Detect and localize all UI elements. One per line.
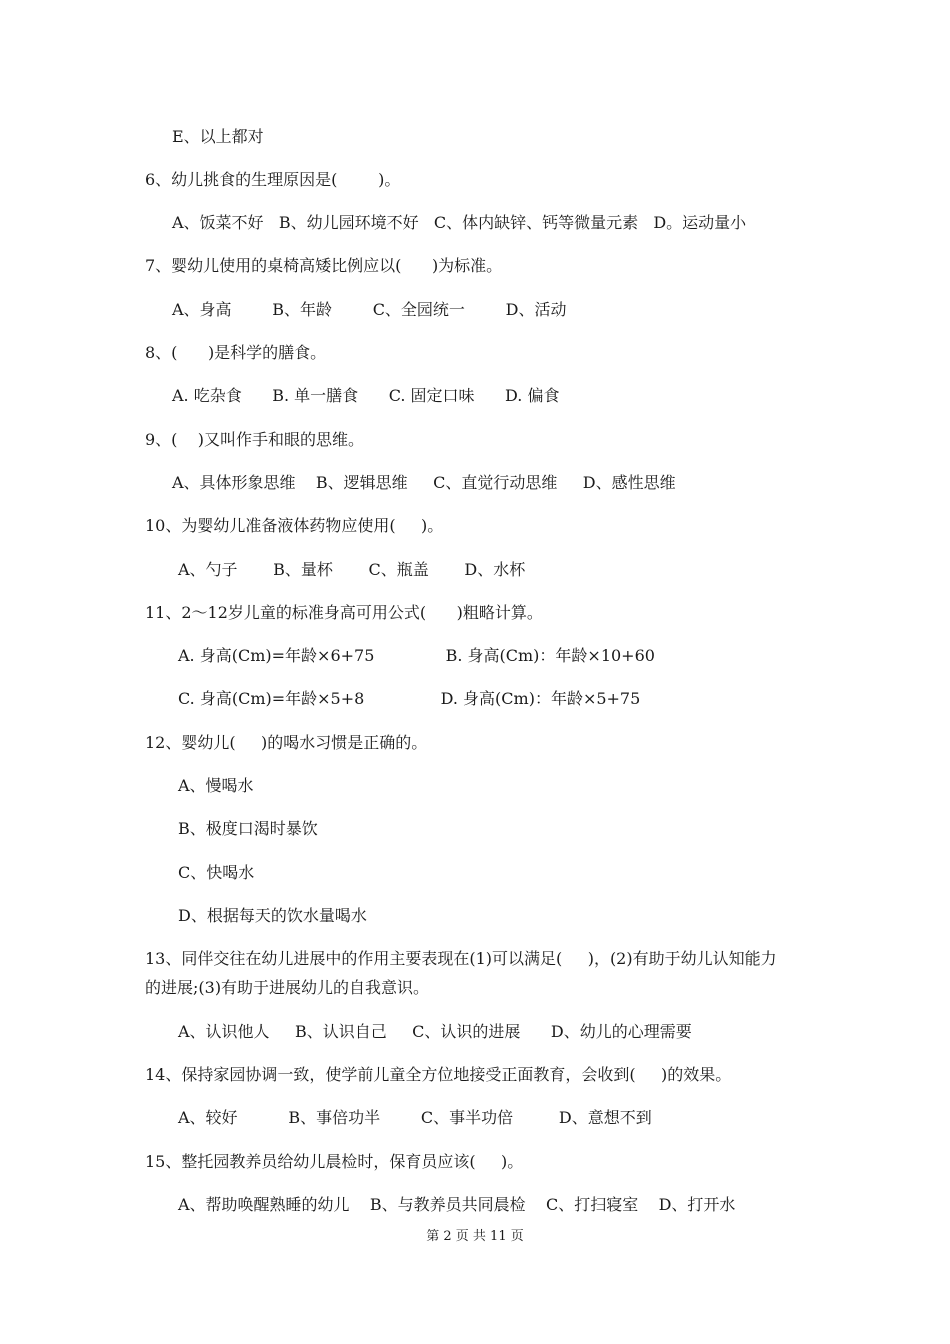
question-13: 13、同伴交往在幼儿进展中的作用主要表现在(1)可以满足( )，(2)有助于幼儿认知能力 — [145, 949, 777, 968]
question-11-options-ab: A. 身高(Cm)=年龄×6+75 B. 身高(Cm)：年龄×10+60 — [178, 646, 655, 665]
question-12-option-a: A、慢喝水 — [178, 776, 254, 795]
question-10-options: A、勺子 B、量杯 C、瓶盖 D、水杯 — [178, 560, 526, 579]
question-12-option-b: B、极度口渴时暴饮 — [178, 819, 318, 838]
question-6: 6、幼儿挑食的生理原因是( )。 — [145, 170, 401, 189]
question-13-options: A、认识他人 B、认识自己 C、认识的进展 D、幼儿的心理需要 — [178, 1022, 692, 1041]
question-12-option-d: D、根据每天的饮水量喝水 — [178, 906, 367, 925]
question-15: 15、整托园教养员给幼儿晨检时，保育员应该( )。 — [145, 1152, 524, 1171]
q5-option-e: E、以上都对 — [172, 127, 264, 146]
question-15-options: A、帮助唤醒熟睡的幼儿 B、与教养员共同晨检 C、打扫寝室 D、打开水 — [178, 1195, 736, 1214]
question-11-options-cd: C. 身高(Cm)=年龄×5+8 D. 身高(Cm)：年龄×5+75 — [178, 689, 641, 708]
question-9: 9、( )又叫作手和眼的思维。 — [145, 430, 365, 449]
question-11: 11、2～12岁儿童的标准身高可用公式( )粗略计算。 — [145, 603, 543, 622]
question-7-options: A、身高 B、年龄 C、全园统一 D、活动 — [172, 300, 567, 319]
question-6-options: A、饭菜不好 B、幼儿园环境不好 C、体内缺锌、钙等微量元素 D。运动量小 — [172, 213, 747, 232]
question-14: 14、保持家园协调一致，使学前儿童全方位地接受正面教育，会收到( )的效果。 — [145, 1065, 732, 1084]
question-8-options: A. 吃杂食 B. 单一膳食 C. 固定口味 D. 偏食 — [172, 386, 560, 405]
question-13-continued: 的进展;(3)有助于进展幼儿的自我意识。 — [145, 978, 430, 997]
question-14-options: A、较好 B、事倍功半 C、事半功倍 D、意想不到 — [178, 1108, 652, 1127]
question-9-options: A、具体形象思维 B、逻辑思维 C、直觉行动思维 D、感性思维 — [172, 473, 676, 492]
question-7: 7、婴幼儿使用的桌椅高矮比例应以( )为标准。 — [145, 256, 503, 275]
page-footer: 第 2 页 共 11 页 — [426, 1229, 524, 1244]
question-8: 8、( )是科学的膳食。 — [145, 343, 327, 362]
question-12-option-c: C、快喝水 — [178, 863, 255, 882]
question-12: 12、婴幼儿( )的喝水习惯是正确的。 — [145, 733, 428, 752]
question-10: 10、为婴幼儿准备液体药物应使用( )。 — [145, 516, 444, 535]
